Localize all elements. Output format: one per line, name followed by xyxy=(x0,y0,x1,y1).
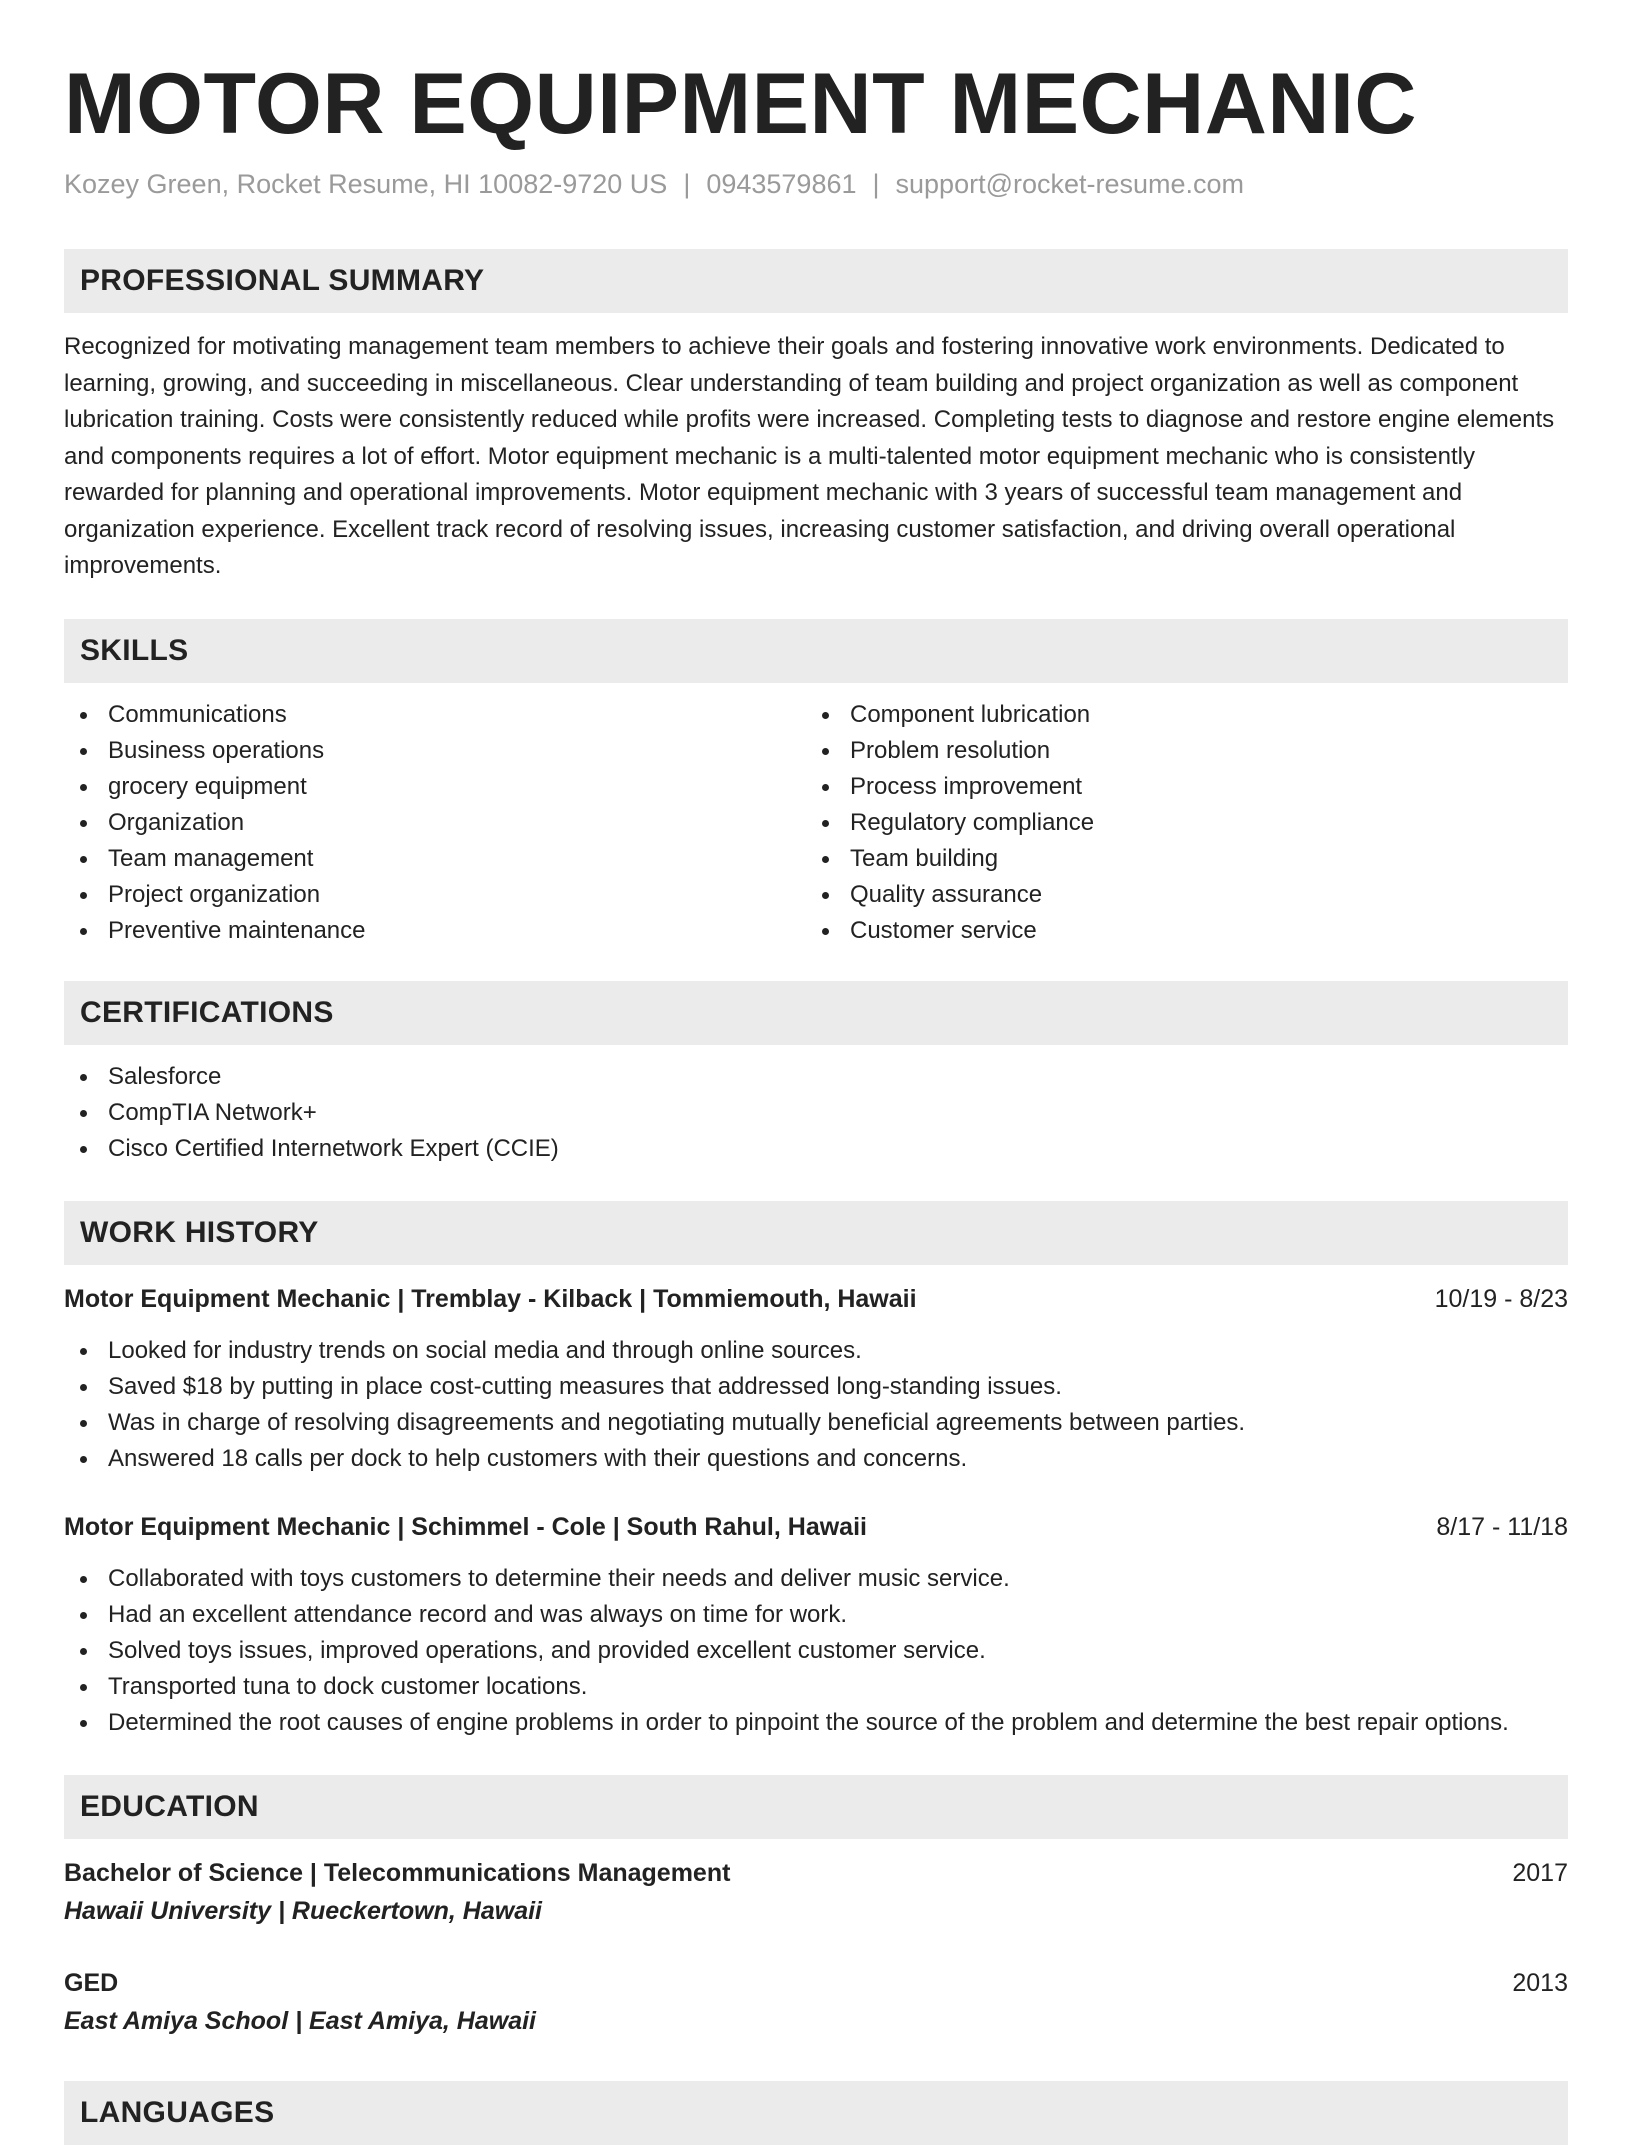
skill-item: Team building xyxy=(806,841,1548,877)
education-header xyxy=(64,1855,1568,1891)
education-school: East Amiya School | East Amiya, Hawaii xyxy=(64,2006,536,2035)
summary-heading: PROFESSIONAL SUMMARY xyxy=(64,249,1568,313)
contact-line xyxy=(64,166,1568,202)
contact-phone: 0943579861 xyxy=(706,169,857,199)
education-degree: GED xyxy=(64,1968,119,1997)
contact-email[interactable]: support@rocket-resume.com xyxy=(895,169,1245,199)
job-duties-list xyxy=(64,1333,1568,1477)
job-duty: Solved toys issues, improved operations, and provided excellent customer service. xyxy=(64,1633,1568,1669)
certification-item: CompTIA Network+ xyxy=(64,1095,1568,1131)
skill-item: grocery equipment xyxy=(64,769,806,805)
certifications-list xyxy=(64,1059,1568,1167)
certification-item: Cisco Certified Internetwork Expert (CCIE) xyxy=(64,1131,1568,1167)
resume-page xyxy=(64,0,1568,2145)
job-dates: 10/19 - 8/23 xyxy=(1434,1284,1568,1313)
certification-item: Salesforce xyxy=(64,1059,1568,1095)
skills-list xyxy=(64,697,1568,949)
languages-heading: LANGUAGES xyxy=(64,2081,1568,2145)
job-duty: Determined the root causes of engine problems in order to pinpoint the source of the problem and determine the best repair options. xyxy=(64,1705,1568,1741)
skill-item: Process improvement xyxy=(806,769,1548,805)
education-year: 2017 xyxy=(1512,1858,1568,1887)
education-school: Hawaii University | Rueckertown, Hawaii xyxy=(64,1896,542,1925)
job-header xyxy=(64,1509,1568,1545)
skill-item: Communications xyxy=(64,697,806,733)
job-duty: Looked for industry trends on social media and through online sources. xyxy=(64,1333,1568,1369)
skill-item: Quality assurance xyxy=(806,877,1548,913)
skill-item: Team management xyxy=(64,841,806,877)
skills-column-left xyxy=(64,697,806,949)
contact-separator: | xyxy=(872,169,880,199)
education-degree: Bachelor of Science | Telecommunications Management xyxy=(64,1858,731,1887)
skill-item: Problem resolution xyxy=(806,733,1548,769)
job-duty: Collaborated with toys customers to determine their needs and deliver music service. xyxy=(64,1561,1568,1597)
job-header xyxy=(64,1281,1568,1317)
skills-heading: SKILLS xyxy=(64,619,1568,683)
job-title: Motor Equipment Mechanic | Schimmel - Cole | South Rahul, Hawaii xyxy=(64,1512,867,1541)
skills-column-right xyxy=(806,697,1548,949)
certifications-heading: CERTIFICATIONS xyxy=(64,981,1568,1045)
skill-item: Customer service xyxy=(806,913,1548,949)
skill-item: Project organization xyxy=(64,877,806,913)
job-duty: Answered 18 calls per dock to help customers with their questions and concerns. xyxy=(64,1441,1568,1477)
job-title: Motor Equipment Mechanic | Tremblay - Kilback | Tommiemouth, Hawaii xyxy=(64,1284,917,1313)
education-year: 2013 xyxy=(1512,1968,1568,1997)
work-history-heading: WORK HISTORY xyxy=(64,1201,1568,1265)
skill-item: Organization xyxy=(64,805,806,841)
skill-item: Component lubrication xyxy=(806,697,1548,733)
resume-name: MOTOR EQUIPMENT MECHANIC xyxy=(64,56,1417,152)
contact-separator: | xyxy=(683,169,691,199)
job-duty: Transported tuna to dock customer locations. xyxy=(64,1669,1568,1705)
skill-item: Business operations xyxy=(64,733,806,769)
education-header xyxy=(64,1965,1568,2001)
job-duty: Saved $18 by putting in place cost-cutting measures that addressed long-standing issues. xyxy=(64,1369,1568,1405)
skill-item: Preventive maintenance xyxy=(64,913,806,949)
job-dates: 8/17 - 11/18 xyxy=(1436,1512,1568,1541)
contact-address: Kozey Green, Rocket Resume, HI 10082-9720 US xyxy=(64,169,668,199)
education-heading: EDUCATION xyxy=(64,1775,1568,1839)
skill-item: Regulatory compliance xyxy=(806,805,1548,841)
job-duty: Had an excellent attendance record and was always on time for work. xyxy=(64,1597,1568,1633)
job-duty: Was in charge of resolving disagreements and negotiating mutually beneficial agreements between parties. xyxy=(64,1405,1568,1441)
summary-text: Recognized for motivating management team members to achieve their goals and fostering innovative work environments. Dedicated to learning, growing, and succeeding in miscellaneous. Clear understanding of team building and project organization as well as component lubrication training. Costs were consistently reduced while profits were increased. Completing tests to diagnose and restore engine elements and components requires a lot of effort. Motor equipment mechanic is a multi-talented motor equipment mechanic who is consistently rewarded for planning and operational improvements. Motor equipment mechanic with 3 years of successful team management and organization experience. Excellent track record of resolving issues, increasing customer satisfaction, and driving overall operational improvements. xyxy=(64,333,1555,579)
job-duties-list xyxy=(64,1561,1568,1741)
